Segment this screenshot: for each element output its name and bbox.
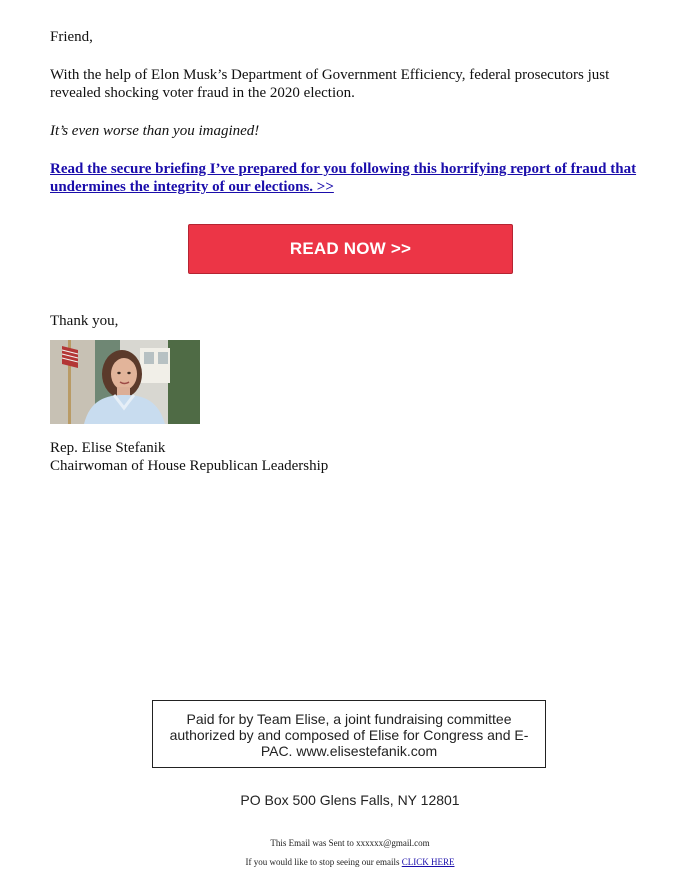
intro-paragraph: With the help of Elon Musk’s Department of Government Efficiency, federal prosecutors just revealed shocking voter fraud in the 2020 election. — [50, 67, 610, 101]
greeting: Friend, — [50, 29, 93, 45]
signature-title: Chairwoman of House Republican Leadership — [50, 458, 329, 474]
secure-briefing-link[interactable]: Read the secure briefing I’ve prepared for you following this horrifying report of fraud that undermines the integrity of our elections. >> — [50, 161, 637, 195]
unsubscribe-text: If you would like to stop seeing our emails — [245, 857, 400, 867]
mailing-address: PO Box 500 Glens Falls, NY 12801 — [240, 792, 460, 808]
emphasis-line: It’s even worse than you imagined! — [50, 123, 260, 139]
sent-to-notice: This Email was Sent to xxxxxx@gmail.com — [270, 838, 430, 848]
unsubscribe-link[interactable]: CLICK HERE — [401, 857, 455, 867]
unsubscribe-notice — [0, 857, 700, 868]
closing-thanks: Thank you, — [50, 313, 119, 329]
paid-for-disclaimer: Paid for by Team Elise, a joint fundraising committee authorized by and composed of Elise for Congress and E-PAC. www.elisestefanik.com — [152, 700, 546, 768]
signature-photo — [50, 340, 200, 424]
signature-name: Rep. Elise Stefanik — [50, 440, 166, 456]
read-now-button[interactable]: READ NOW >> — [188, 224, 513, 274]
